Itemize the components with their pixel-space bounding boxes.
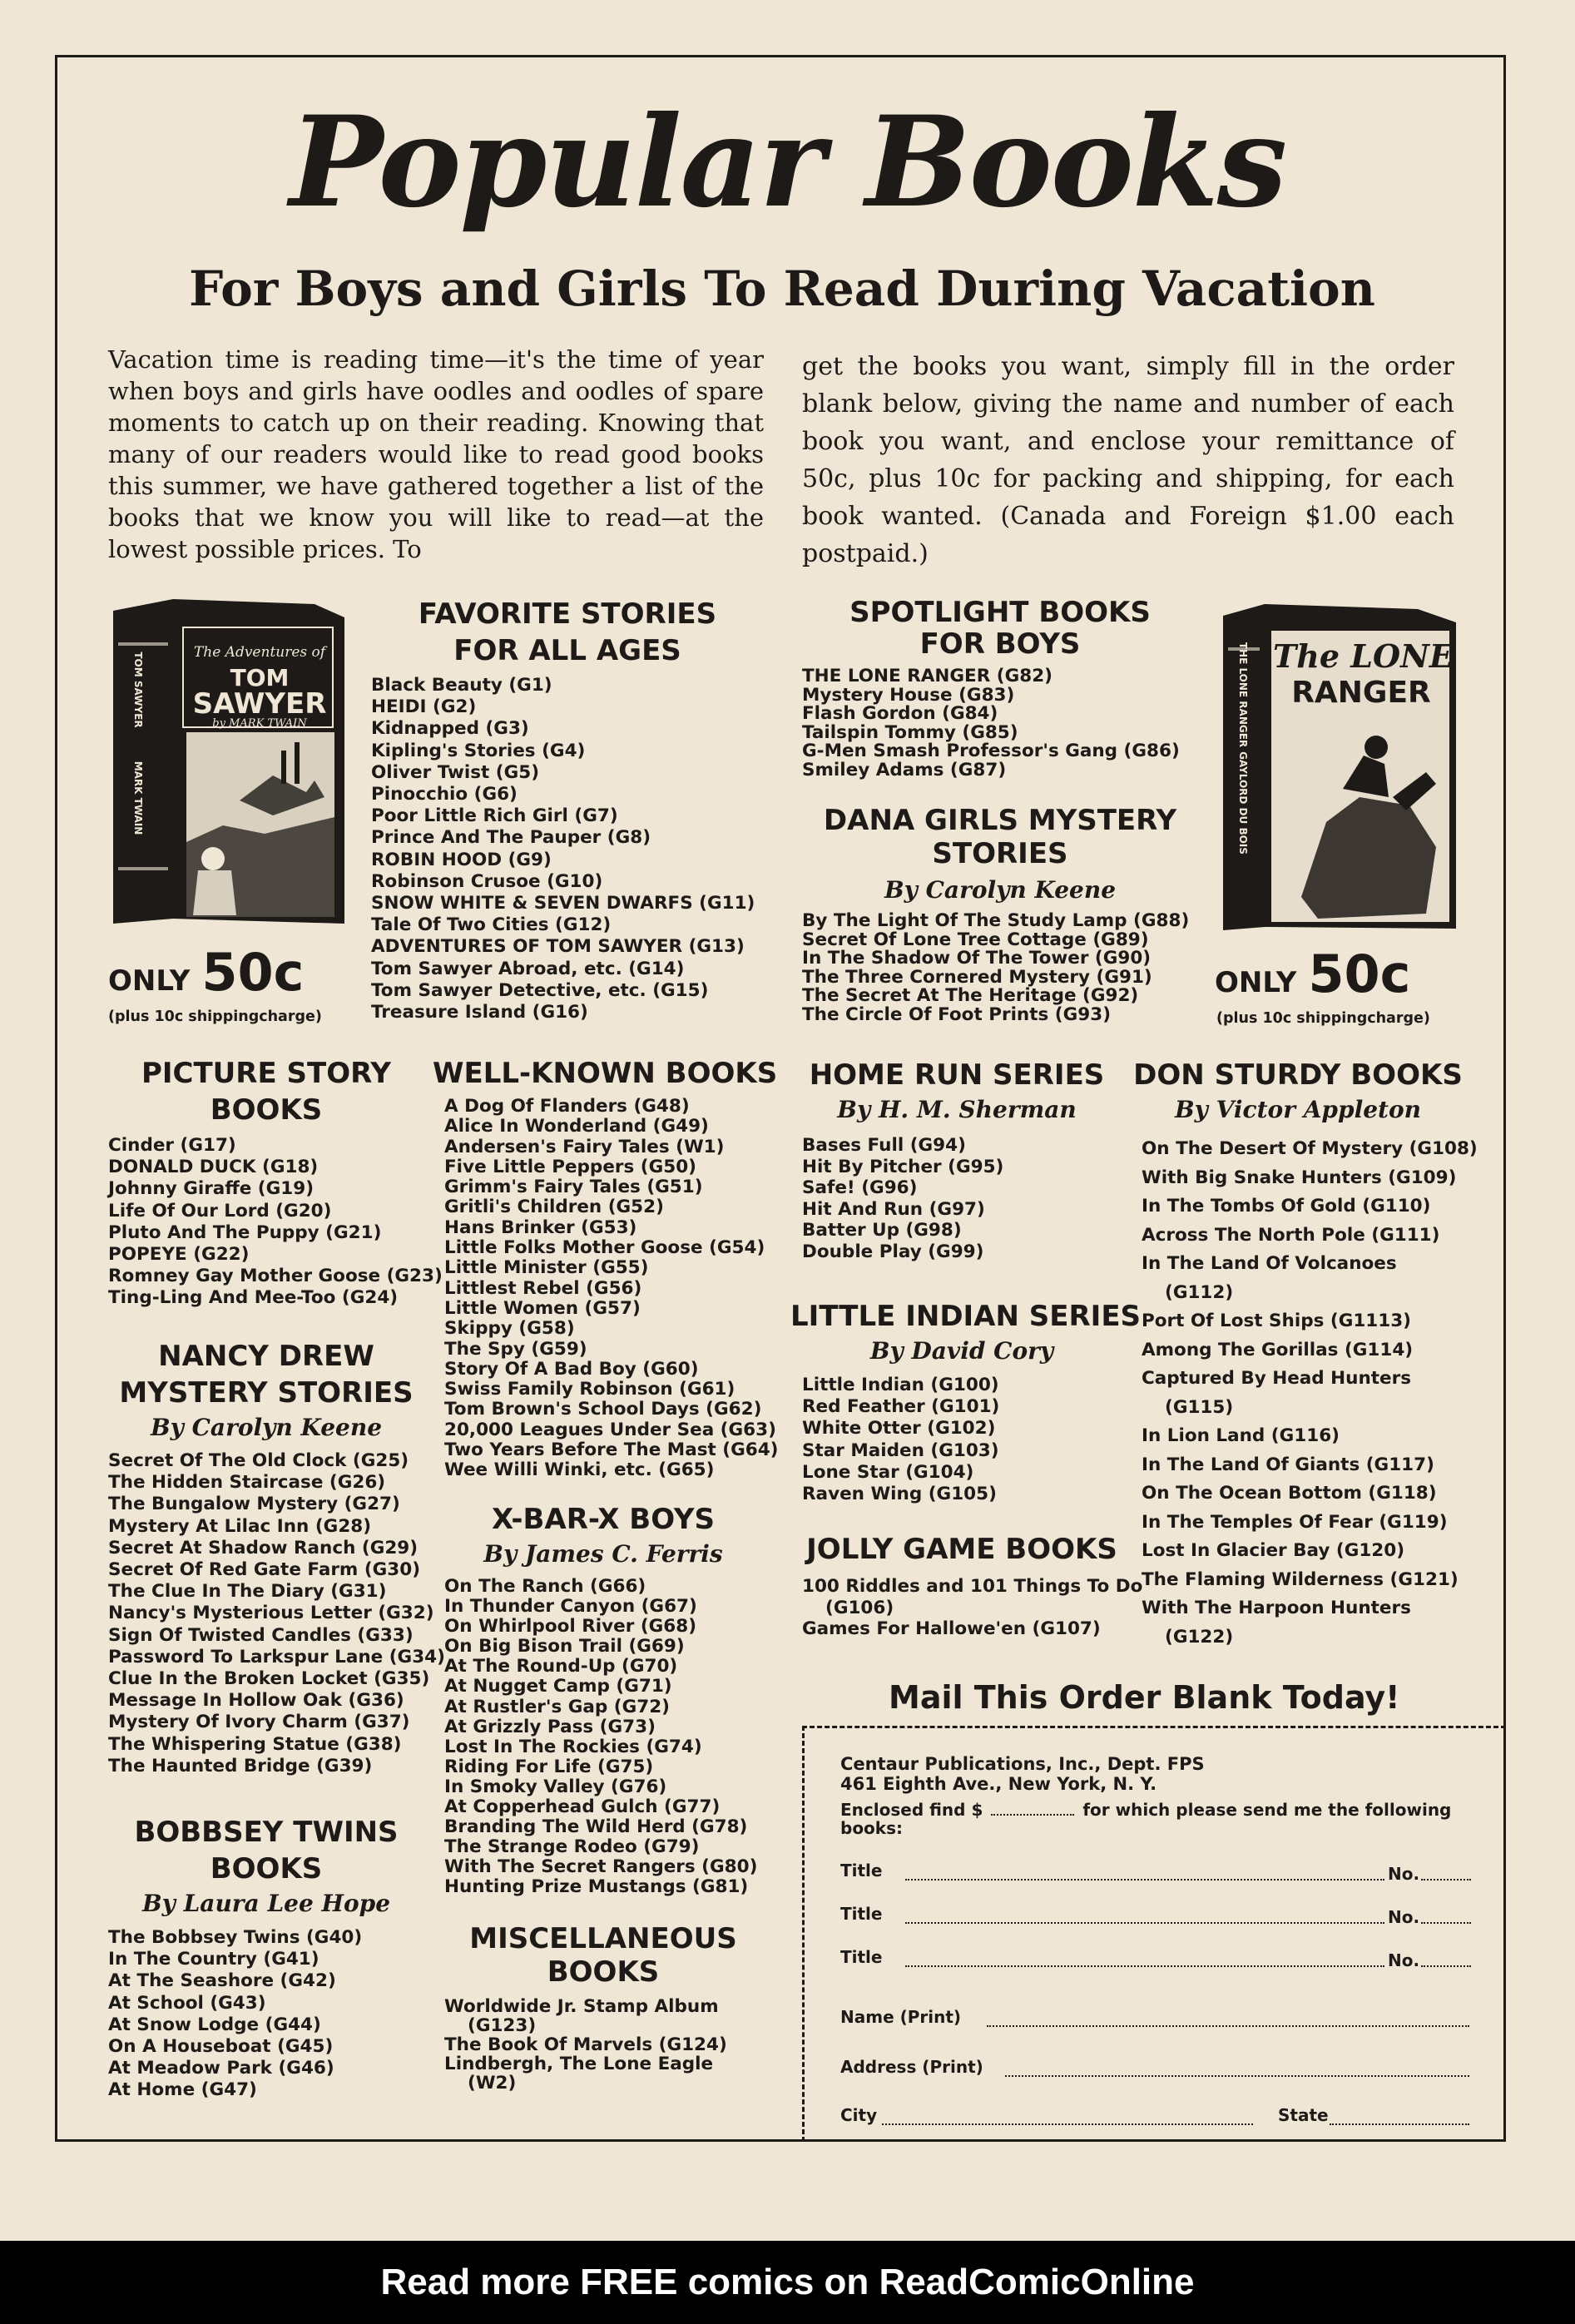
list-item: Cinder (G17): [108, 1135, 236, 1156]
state-input[interactable]: [1330, 2123, 1469, 2125]
right-price: [1215, 944, 1410, 1004]
jolly-heading-1: JOLLY GAME BOOKS: [806, 1533, 1117, 1566]
list-item: Kidnapped (G3): [371, 718, 529, 740]
list-item: On The Desert Of Mystery (G108): [1142, 1138, 1478, 1159]
list-item: Among The Gorillas (G114): [1142, 1339, 1414, 1360]
list-item: Ting-Ling And Mee-Too (G24): [108, 1287, 399, 1309]
no-label-3: No.: [1388, 1950, 1420, 1970]
section-jolly: [790, 1531, 1133, 1568]
list-item: Double Play (G99): [802, 1241, 984, 1262]
list-item: Alice In Wonderland (G49): [444, 1116, 709, 1137]
list-item: Five Little Peppers (G50): [444, 1156, 697, 1177]
donsturdy-heading-1: DON STURDY BOOKS: [1133, 1058, 1463, 1092]
list-item: Message In Hollow Oak (G36): [108, 1690, 404, 1712]
order-enclosed-rest: for which please send me the following books:: [840, 1800, 1452, 1838]
address-label: Address (Print): [840, 2057, 983, 2077]
list-item: Romney Gay Mother Goose (G23): [108, 1266, 443, 1287]
dana-list: [802, 912, 1189, 1024]
list-item: Two Years Before The Mast (G64): [444, 1439, 779, 1461]
dana-byline: By Carolyn Keene: [884, 876, 1117, 904]
list-item: Clue In the Broken Locket (G35): [108, 1668, 430, 1690]
list-item: The Bobbsey Twins (G40): [108, 1927, 363, 1948]
list-item: Skippy (G58): [444, 1318, 575, 1340]
list-item: Riding For Life (G75): [444, 1756, 654, 1777]
list-item: The Three Cornered Mystery (G91): [802, 966, 1152, 988]
section-homerun: [790, 1057, 1123, 1127]
list-item: In The Land Of Volcanoes: [1142, 1253, 1397, 1274]
list-item: The Whispering Statue (G38): [108, 1733, 402, 1755]
address-input[interactable]: [1005, 2075, 1469, 2077]
wellknown-list: [444, 1097, 778, 1481]
list-item: Nancy's Mysterious Letter (G32): [108, 1603, 434, 1624]
list-item: Branding The Wild Herd (G78): [444, 1816, 748, 1838]
list-item: On The Ranch (G66): [444, 1576, 646, 1597]
list-item: Star Maiden (G103): [802, 1439, 999, 1461]
list-item: Grimm's Fairy Tales (G51): [444, 1177, 703, 1198]
list-item: With Big Snake Hunters (G109): [1142, 1167, 1457, 1188]
intro-right: get the books you want, simply fill in the order blank below, giving the name and number of each book you want, and enclose your remittance of 50c, plus 10c for packing and shipping, for each book wanted. (Canada and Foreign $1.00 each postpaid.): [802, 352, 1454, 568]
list-item: (G123): [468, 2015, 537, 2036]
list-item: Hans Brinker (G53): [444, 1217, 637, 1238]
list-item: The Book Of Marvels (G124): [444, 2034, 727, 2055]
list-item: At The Round-Up (G70): [444, 1656, 678, 1677]
indian-byline: By David Cory: [869, 1337, 1054, 1365]
amount-input[interactable]: [991, 1814, 1074, 1816]
footer-banner[interactable]: [0, 2241, 1575, 2324]
list-item: (G106): [825, 1597, 894, 1618]
spotlight-heading-1: SPOTLIGHT BOOKS: [849, 596, 1151, 629]
list-item: Worldwide Jr. Stamp Album: [444, 1996, 719, 2017]
left-price: [108, 942, 304, 1003]
list-item: Life Of Our Lord (G20): [108, 1200, 332, 1221]
list-item: Lone Star (G104): [802, 1461, 974, 1483]
wellknown-heading-1: WELL-KNOWN BOOKS: [433, 1057, 778, 1090]
no-input-1[interactable]: [1421, 1879, 1471, 1881]
misc-heading-2: BOOKS: [547, 1955, 660, 1989]
bobbsey-byline: By Laura Lee Hope: [141, 1890, 391, 1917]
list-item: Pluto And The Puppy (G21): [108, 1221, 382, 1243]
list-item: (G112): [1165, 1281, 1234, 1303]
footer-text[interactable]: Read more FREE comics on ReadComicOnline: [380, 2262, 1195, 2302]
list-item: Poor Little Rich Girl (G7): [371, 805, 618, 827]
title-input-3[interactable]: [905, 1965, 1384, 1967]
list-item: Across The North Pole (G111): [1142, 1224, 1440, 1246]
section-nancy: [108, 1338, 424, 1444]
indian-heading-1: LITTLE INDIAN SERIES: [790, 1300, 1142, 1333]
order-title: Mail This Order Blank Today!: [889, 1679, 1400, 1716]
list-item: Lost In Glacier Bay (G120): [1142, 1540, 1405, 1561]
list-item: Story Of A Bad Boy (G60): [444, 1358, 699, 1380]
list-item: In The Tombs Of Gold (G110): [1142, 1196, 1431, 1217]
section-dana: [790, 804, 1210, 907]
list-item: Little Indian (G100): [802, 1375, 999, 1395]
spotlight-heading-2: FOR BOYS: [919, 627, 1081, 661]
list-item: DONALD DUCK (G18): [108, 1157, 319, 1178]
right-shipping: (plus 10c shippingcharge): [1216, 1010, 1430, 1027]
city-label: City: [840, 2105, 878, 2125]
list-item: Kipling's Stories (G4): [371, 740, 586, 761]
order-enclosed-label: Enclosed find $: [840, 1800, 983, 1820]
list-item: Pinocchio (G6): [371, 784, 518, 805]
picture-heading-2: BOOKS: [210, 1093, 323, 1127]
list-item: POPEYE (G22): [108, 1244, 250, 1266]
list-item: (G122): [1165, 1626, 1234, 1648]
list-item: Port Of Lost Ships (G1113): [1142, 1311, 1412, 1331]
section-wellknown: [433, 1055, 778, 1092]
intro-left: Vacation time is reading time—it's the time of year when boys and girls have oodles and oodles of spare moments to catch up on their reading. Knowing that many of our readers would like to read good books this summer, we have gathered together a list of the books that we know you will like to read—at the lowest possible prices. To: [108, 345, 764, 563]
list-item: In The Temples Of Fear (G119): [1142, 1511, 1448, 1533]
title-input-1[interactable]: [905, 1879, 1384, 1881]
donsturdy-byline: By Victor Appleton: [1174, 1096, 1421, 1123]
homerun-heading-1: HOME RUN SERIES: [809, 1058, 1105, 1092]
xbarx-byline: By James C. Ferris: [483, 1540, 723, 1568]
list-item: The Clue In The Diary (G31): [108, 1581, 387, 1603]
section-misc: [433, 1922, 774, 1989]
no-input-2[interactable]: [1421, 1922, 1471, 1924]
list-item: White Otter (G102): [802, 1418, 996, 1439]
nancy-heading-1: NANCY DREW: [158, 1340, 374, 1373]
list-item: In Smoky Valley (G76): [444, 1776, 667, 1797]
list-item: Hit And Run (G97): [802, 1198, 985, 1220]
nancy-list: [108, 1450, 445, 1777]
list-item: Secret Of The Old Clock (G25): [108, 1450, 409, 1471]
list-item: In Thunder Canyon (G67): [444, 1596, 697, 1618]
list-item: Prince And The Pauper (G8): [371, 827, 651, 849]
right-price-amount: 50c: [1308, 944, 1411, 1004]
page-subtitle: For Boys and Girls To Read During Vacation: [189, 260, 1375, 317]
list-item: Black Beauty (G1): [371, 675, 552, 696]
list-item: Raven Wing (G105): [802, 1484, 997, 1505]
list-item: Flash Gordon (G84): [802, 703, 998, 724]
list-item: Tale Of Two Cities (G12): [371, 914, 612, 936]
ranger-book-line1: The LONE: [1273, 637, 1454, 675]
list-item: Tom Brown's School Days (G62): [444, 1399, 762, 1420]
ranger-book-line2: RANGER: [1291, 676, 1431, 710]
list-item: At Copperhead Gulch (G77): [444, 1796, 721, 1818]
misc-heading-1: MISCELLANEOUS: [469, 1922, 737, 1955]
indian-list: [802, 1375, 999, 1505]
favorite-heading-2: FOR ALL AGES: [453, 634, 681, 667]
misc-list: [444, 1997, 727, 2093]
no-label-1: No.: [1388, 1864, 1420, 1884]
tom-book-line3: SAWYER: [192, 687, 327, 721]
list-item: Robinson Crusoe (G10): [371, 870, 603, 892]
nancy-heading-2: MYSTERY STORIES: [119, 1376, 414, 1410]
list-item: At School (G43): [108, 1992, 266, 2014]
no-input-3[interactable]: [1421, 1965, 1471, 1967]
list-item: THE LONE RANGER (G82): [802, 666, 1052, 686]
tom-sawyer-book-illustration: [106, 592, 348, 929]
bobbsey-heading-2: BOOKS: [210, 1852, 323, 1885]
list-item: Wee Willi Winki, etc. (G65): [444, 1459, 715, 1481]
list-item: The Secret At The Heritage (G92): [802, 985, 1139, 1006]
ranger-spine-top: THE LONE RANGER: [1237, 642, 1249, 748]
list-item: The Haunted Bridge (G39): [108, 1755, 373, 1776]
list-item: On Whirlpool River (G68): [444, 1616, 697, 1638]
list-item: Little Folks Mother Goose (G54): [444, 1237, 765, 1259]
list-item: At Grizzly Pass (G73): [444, 1716, 656, 1737]
list-item: Sign Of Twisted Candles (G33): [108, 1624, 414, 1646]
list-item: Smiley Adams (G87): [802, 759, 1007, 780]
list-item: Andersen's Fairy Tales (W1): [444, 1136, 725, 1157]
list-item: Littlest Rebel (G56): [444, 1277, 642, 1299]
list-item: Tom Sawyer Detective, etc. (G15): [371, 979, 709, 1001]
list-item: Johnny Giraffe (G19): [108, 1178, 315, 1200]
list-item: ADVENTURES OF TOM SAWYER (G13): [371, 936, 745, 958]
bobbsey-heading-1: BOBBSEY TWINS: [134, 1816, 399, 1849]
state-label: State: [1278, 2105, 1329, 2125]
list-item: Safe! (G96): [802, 1177, 918, 1198]
list-item: (W2): [468, 2073, 517, 2094]
list-item: On The Ocean Bottom (G118): [1142, 1483, 1437, 1504]
list-item: Lindbergh, The Lone Eagle: [444, 2054, 714, 2074]
page-title: Popular Books: [289, 89, 1286, 235]
list-item: HEIDI (G2): [371, 696, 477, 718]
picture-heading-1: PICTURE STORY: [141, 1057, 392, 1090]
list-item: Treasure Island (G16): [371, 1002, 588, 1023]
list-item: Mystery Of Ivory Charm (G37): [108, 1712, 410, 1733]
list-item: Little Minister (G55): [444, 1257, 649, 1279]
ranger-book-line3: GAYLORD DU BOIS: [1237, 751, 1249, 855]
list-item: Password To Larkspur Lane (G34): [108, 1646, 445, 1667]
title-label-3: Title: [840, 1947, 883, 1967]
list-item: The Strange Rodeo (G79): [444, 1836, 700, 1858]
lone-ranger-book-illustration: [1218, 597, 1459, 934]
list-item: SNOW WHITE & SEVEN DWARFS (G11): [371, 893, 755, 914]
favorite-heading-1: FAVORITE STORIES: [418, 597, 717, 631]
section-spotlight: [790, 596, 1210, 659]
left-price-amount: 50c: [201, 942, 305, 1003]
list-item: On A Houseboat (G45): [108, 2036, 334, 2058]
list-item: G-Men Smash Professor's Gang (G86): [802, 741, 1180, 761]
homerun-list: [802, 1135, 1003, 1262]
spotlight-list: [802, 667, 1180, 780]
list-item: Secret Of Lone Tree Cottage (G89): [802, 929, 1149, 950]
list-item: Secret At Shadow Ranch (G29): [108, 1537, 419, 1558]
list-item: With The Harpoon Hunters: [1142, 1598, 1411, 1618]
list-item: 100 Riddles and 101 Things To Do: [802, 1576, 1143, 1597]
list-item: The Hidden Staircase (G26): [108, 1472, 386, 1494]
list-item: Tom Sawyer Abroad, etc. (G14): [371, 958, 685, 979]
list-item: Gritli's Children (G52): [444, 1197, 664, 1218]
list-item: Tailspin Tommy (G85): [802, 721, 1018, 743]
list-item: Hit By Pitcher (G95): [802, 1156, 1004, 1177]
donsturdy-list: [1142, 1135, 1478, 1652]
list-item: Mystery House (G83): [802, 684, 1015, 706]
list-item: In Lion Land (G116): [1142, 1425, 1340, 1446]
bobbsey-list: [108, 1927, 362, 2102]
section-xbarx: [433, 1501, 774, 1571]
list-item: The Bungalow Mystery (G27): [108, 1494, 400, 1515]
picture-list: [108, 1135, 443, 1310]
tom-book-line4: by MARK TWAIN: [212, 717, 307, 730]
list-item: Captured By Head Hunters: [1142, 1368, 1412, 1389]
tom-book-line1: The Adventures of: [193, 644, 326, 661]
list-item: At Home (G47): [108, 2079, 257, 2101]
left-price-only: ONLY: [108, 964, 191, 998]
no-label-2: No.: [1388, 1907, 1420, 1927]
list-item: By The Light Of The Study Lamp (G88): [802, 910, 1190, 931]
title-label-2: Title: [840, 1904, 883, 1924]
left-shipping: (plus 10c shippingcharge): [108, 1008, 322, 1025]
list-item: At Rustler's Gap (G72): [444, 1696, 671, 1717]
list-item: Secret Of Red Gate Farm (G30): [108, 1559, 421, 1581]
list-item: Swiss Family Robinson (G61): [444, 1379, 735, 1400]
nancy-byline: By Carolyn Keene: [150, 1414, 383, 1441]
section-favorite: [358, 596, 777, 669]
list-item: Games For Hallowe'en (G107): [802, 1618, 1101, 1639]
list-item: With The Secret Rangers (G80): [444, 1856, 758, 1878]
list-item: At Nugget Camp (G71): [444, 1676, 672, 1697]
tom-spine-top: TOM SAWYER: [132, 652, 144, 728]
list-item: Little Women (G57): [444, 1297, 641, 1319]
tom-book-line2: TOM: [230, 664, 290, 691]
list-item: Lost In The Rockies (G74): [444, 1736, 702, 1757]
right-price-only: ONLY: [1215, 966, 1297, 999]
city-input[interactable]: [882, 2123, 1253, 2125]
list-item: On Big Bison Trail (G69): [444, 1636, 685, 1658]
name-input[interactable]: [987, 2025, 1469, 2027]
section-picture: [108, 1055, 424, 1128]
list-item: The Flaming Wilderness (G121): [1142, 1568, 1459, 1590]
list-item: At Snow Lodge (G44): [108, 2014, 321, 2035]
section-indian: [790, 1298, 1142, 1368]
list-item: Oliver Twist (G5): [371, 761, 540, 783]
favorite-list: [371, 675, 755, 1023]
list-item: In The Shadow Of The Tower (G90): [802, 948, 1152, 969]
list-item: The Circle Of Foot Prints (G93): [802, 1003, 1112, 1025]
list-item: In The Land Of Giants (G117): [1142, 1454, 1434, 1475]
dana-heading-2: STORIES: [932, 837, 1068, 870]
section-bobbsey: [108, 1814, 424, 1920]
list-item: At The Seashore (G42): [108, 1970, 336, 1992]
list-item: (G115): [1165, 1396, 1234, 1418]
title-label-1: Title: [840, 1861, 883, 1881]
list-item: ROBIN HOOD (G9): [371, 849, 552, 870]
name-label: Name (Print): [840, 2007, 962, 2027]
list-item: 20,000 Leagues Under Sea (G63): [444, 1419, 776, 1440]
xbarx-heading-1: X-BAR-X BOYS: [491, 1503, 716, 1536]
homerun-byline: By H. M. Sherman: [837, 1096, 1077, 1123]
title-input-2[interactable]: [905, 1922, 1384, 1924]
list-item: Bases Full (G94): [802, 1135, 966, 1156]
dana-heading-1: DANA GIRLS MYSTERY: [823, 804, 1177, 837]
list-item: Hunting Prize Mustangs (G81): [444, 1876, 749, 1898]
list-item: A Dog Of Flanders (G48): [444, 1096, 690, 1117]
tom-spine-bottom: MARK TWAIN: [132, 761, 144, 835]
xbarx-list: [444, 1577, 757, 1898]
list-item: The Spy (G59): [444, 1338, 587, 1360]
list-item: Red Feather (G101): [802, 1396, 1000, 1418]
list-item: Batter Up (G98): [802, 1220, 962, 1241]
section-donsturdy: [1132, 1057, 1464, 1127]
list-item: Mystery At Lilac Inn (G28): [108, 1515, 372, 1537]
jolly-list: [802, 1576, 1142, 1640]
list-item: At Meadow Park (G46): [108, 2058, 334, 2079]
order-enclosed: [840, 1801, 1481, 1837]
list-item: In The Country (G41): [108, 1949, 319, 1970]
order-address: 461 Eighth Ave., New York, N. Y.: [840, 1774, 1157, 1794]
order-company: Centaur Publications, Inc., Dept. FPS: [840, 1754, 1205, 1774]
